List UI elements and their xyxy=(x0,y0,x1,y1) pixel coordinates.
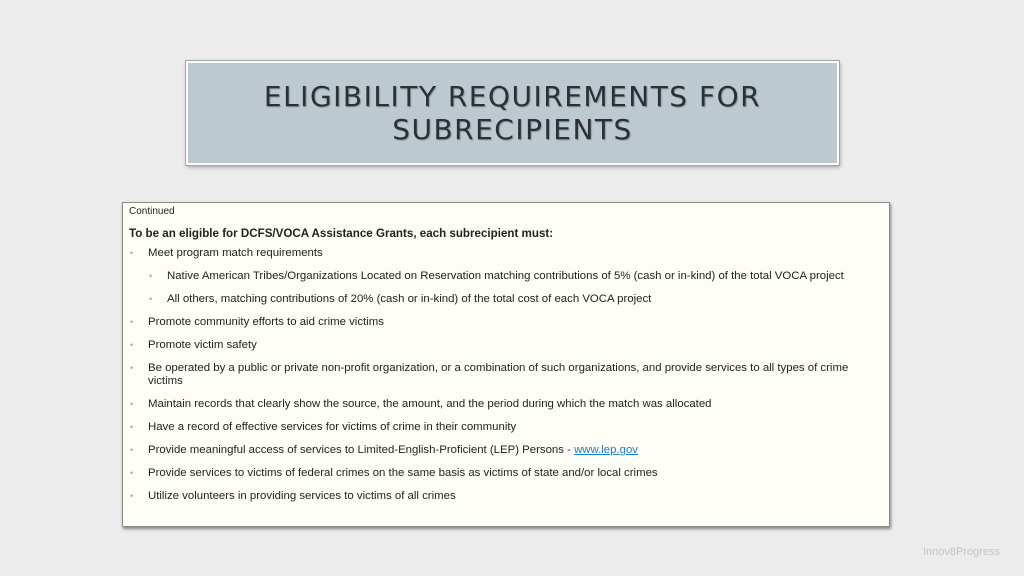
list-item xyxy=(129,398,883,411)
list-item xyxy=(129,362,883,388)
bullet-icon: • xyxy=(149,294,153,304)
bullet-icon: • xyxy=(130,422,134,432)
list-item-text: Maintain records that clearly show the source, the amount, and the period during which the match was allocated xyxy=(148,398,712,410)
slide-title-line-2: SUBRECIPIENTS xyxy=(392,113,633,146)
slide-title-box xyxy=(186,61,839,165)
content-box xyxy=(122,202,890,527)
lep-link[interactable]: www.lep.gov xyxy=(574,444,639,456)
bullet-icon: • xyxy=(149,271,153,281)
list-item xyxy=(129,339,883,352)
slide-title-line-1: ELIGIBILITY REQUIREMENTS FOR xyxy=(263,80,762,113)
list-item xyxy=(129,444,883,457)
list-item-text: Promote community efforts to aid crime victims xyxy=(148,316,384,328)
bullet-icon: • xyxy=(130,340,134,350)
list-item xyxy=(129,247,883,260)
list-item xyxy=(129,467,883,480)
list-item-text: Meet program match requirements xyxy=(148,247,323,259)
slide-title xyxy=(264,80,761,146)
list-item-text: Provide meaningful access of services to Limited-English-Proficient (LEP) Persons - xyxy=(148,444,575,456)
bullet-icon: • xyxy=(130,468,134,478)
continued-label: Continued xyxy=(129,206,175,217)
list-item-text: Be operated by a public or private non-profit organization, or a combination of such organizations, and provide services to all types of crime victims xyxy=(148,362,849,387)
bullet-icon: • xyxy=(130,445,134,455)
list-item-text: Utilize volunteers in providing services to victims of all crimes xyxy=(148,490,456,502)
intro-heading: To be an eligible for DCFS/VOCA Assistance Grants, each subrecipient must: xyxy=(129,227,554,240)
bullet-icon: • xyxy=(130,491,134,501)
list-item xyxy=(129,270,883,283)
list-item xyxy=(129,490,883,503)
requirements-list xyxy=(129,247,883,503)
bullet-icon: • xyxy=(130,248,134,258)
bullet-icon: • xyxy=(130,363,134,373)
list-item-text: All others, matching contributions of 20% (cash or in-kind) of the total cost of each VOCA project xyxy=(167,293,652,305)
list-item-text: Native American Tribes/Organizations Located on Reservation matching contributions of 5% (cash or in-kind) of the total VOCA project xyxy=(167,270,844,282)
list-item-text: Have a record of effective services for victims of crime in their community xyxy=(148,421,517,433)
footer-brand: Innov8Progress xyxy=(922,546,1000,558)
list-item-text: Promote victim safety xyxy=(148,339,257,351)
list-item xyxy=(129,293,883,306)
bullet-icon: • xyxy=(130,317,134,327)
list-item xyxy=(129,421,883,434)
bullet-icon: • xyxy=(130,399,134,409)
list-item-text: Provide services to victims of federal crimes on the same basis as victims of state and/or local crimes xyxy=(148,467,658,479)
list-item xyxy=(129,316,883,329)
